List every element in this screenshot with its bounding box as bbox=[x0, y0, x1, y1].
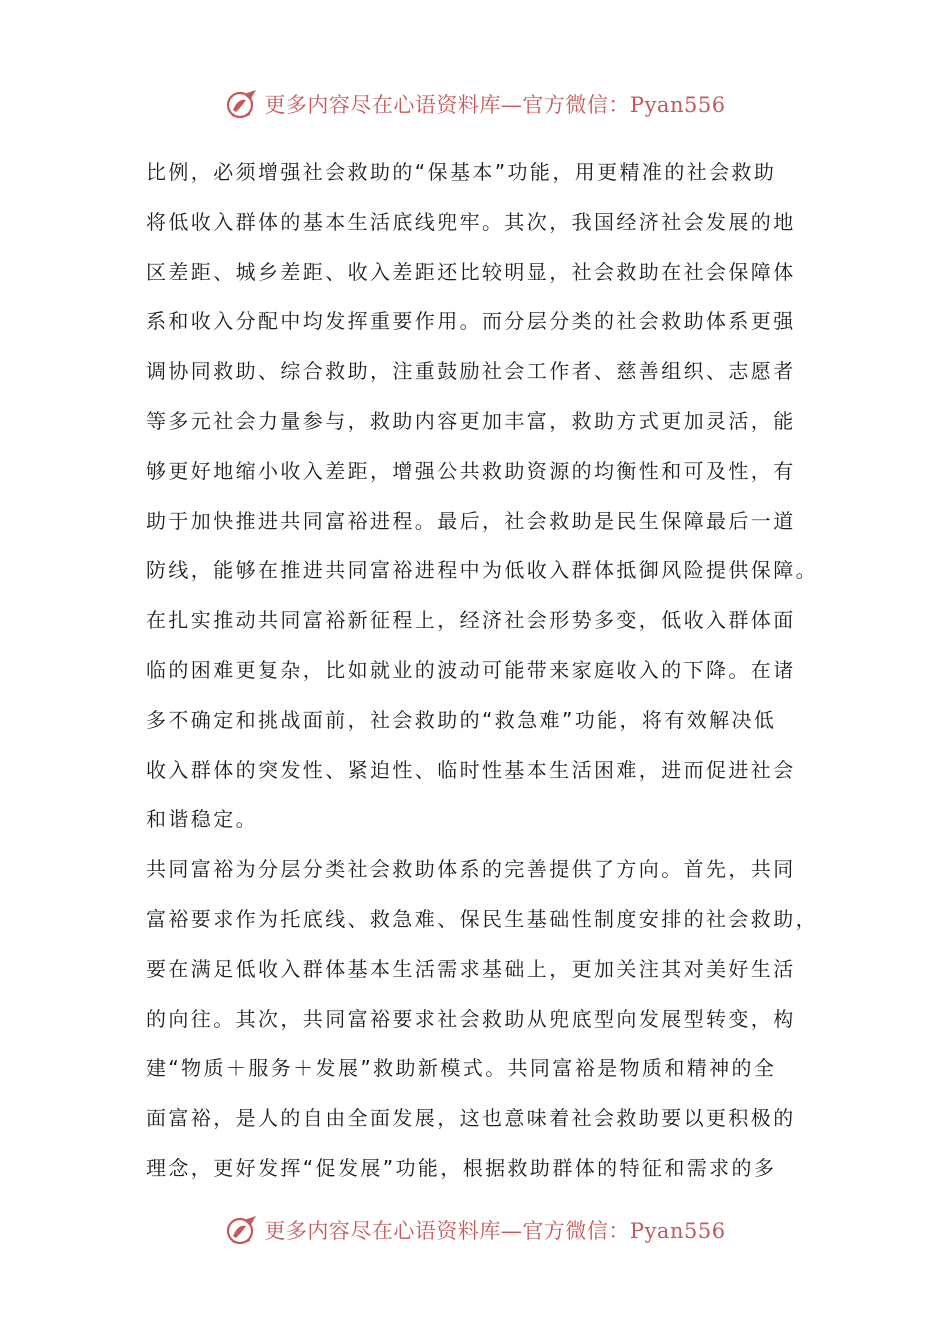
text-line: 助于加快推进共同富裕进程。最后，社会救助是民生保障最后一道 bbox=[146, 508, 796, 533]
article-body bbox=[146, 148, 816, 1194]
header-banner-text: 更多内容尽在心语资料库—官方微信：Pyan556 bbox=[264, 93, 726, 117]
text-line: 的向往。其次，共同富裕要求社会救助从兜底型向发展型转变，构 bbox=[146, 1006, 796, 1031]
text-line: 系和收入分配中均发挥重要作用。而分层分类的社会救助体系更强 bbox=[146, 309, 796, 334]
text-line: 临的困难更复杂，比如就业的波动可能带来家庭收入的下降。在诸 bbox=[146, 657, 796, 682]
text-line: 将低收入群体的基本生活底线兜牢。其次，我国经济社会发展的地 bbox=[146, 209, 796, 234]
text-line: 面富裕，是人的自由全面发展，这也意味着社会救助要以更积极的 bbox=[146, 1106, 796, 1131]
text-line: 共同富裕为分层分类社会救助体系的完善提供了方向。首先，共同 bbox=[146, 857, 796, 882]
footer-banner bbox=[0, 1210, 950, 1250]
pen-swirl-icon bbox=[224, 1212, 260, 1248]
text-line: 理念，更好发挥“促发展”功能，根据救助群体的特征和需求的多 bbox=[146, 1155, 777, 1180]
text-line: 比例，必须增强社会救助的“保基本”功能，用更精准的社会救助 bbox=[146, 160, 777, 184]
header-banner bbox=[0, 84, 950, 124]
text-line: 和谐稳定。 bbox=[146, 807, 258, 832]
text-line: 建“物质＋服务＋发展”救助新模式。共同富裕是物质和精神的全 bbox=[146, 1056, 777, 1081]
text-line: 防线，能够在推进共同富裕进程中为低收入群体抵御风险提供保障。 bbox=[146, 558, 818, 583]
text-line: 要在满足低收入群体基本生活需求基础上，更加关注其对美好生活 bbox=[146, 956, 796, 981]
text-line: 富裕要求作为托底线、救急难、保民生基础性制度安排的社会救助， bbox=[146, 906, 818, 931]
text-line: 够更好地缩小收入差距，增强公共救助资源的均衡性和可及性，有 bbox=[146, 458, 796, 483]
footer-banner-text: 更多内容尽在心语资料库—官方微信：Pyan556 bbox=[264, 1219, 726, 1243]
text-line: 在扎实推动共同富裕新征程上，经济社会形势多变，低收入群体面 bbox=[146, 608, 796, 633]
text-line: 等多元社会力量参与，救助内容更加丰富，救助方式更加灵活，能 bbox=[146, 408, 796, 433]
text-line: 调协同救助、综合救助，注重鼓励社会工作者、慈善组织、志愿者 bbox=[146, 359, 796, 384]
text-line: 收入群体的突发性、紧迫性、临时性基本生活困难，进而促进社会 bbox=[146, 757, 796, 782]
text-line: 多不确定和挑战面前，社会救助的“救急难”功能，将有效解决低 bbox=[146, 707, 777, 732]
pen-swirl-icon bbox=[224, 86, 260, 122]
text-line: 区差距、城乡差距、收入差距还比较明显，社会救助在社会保障体 bbox=[146, 259, 796, 284]
